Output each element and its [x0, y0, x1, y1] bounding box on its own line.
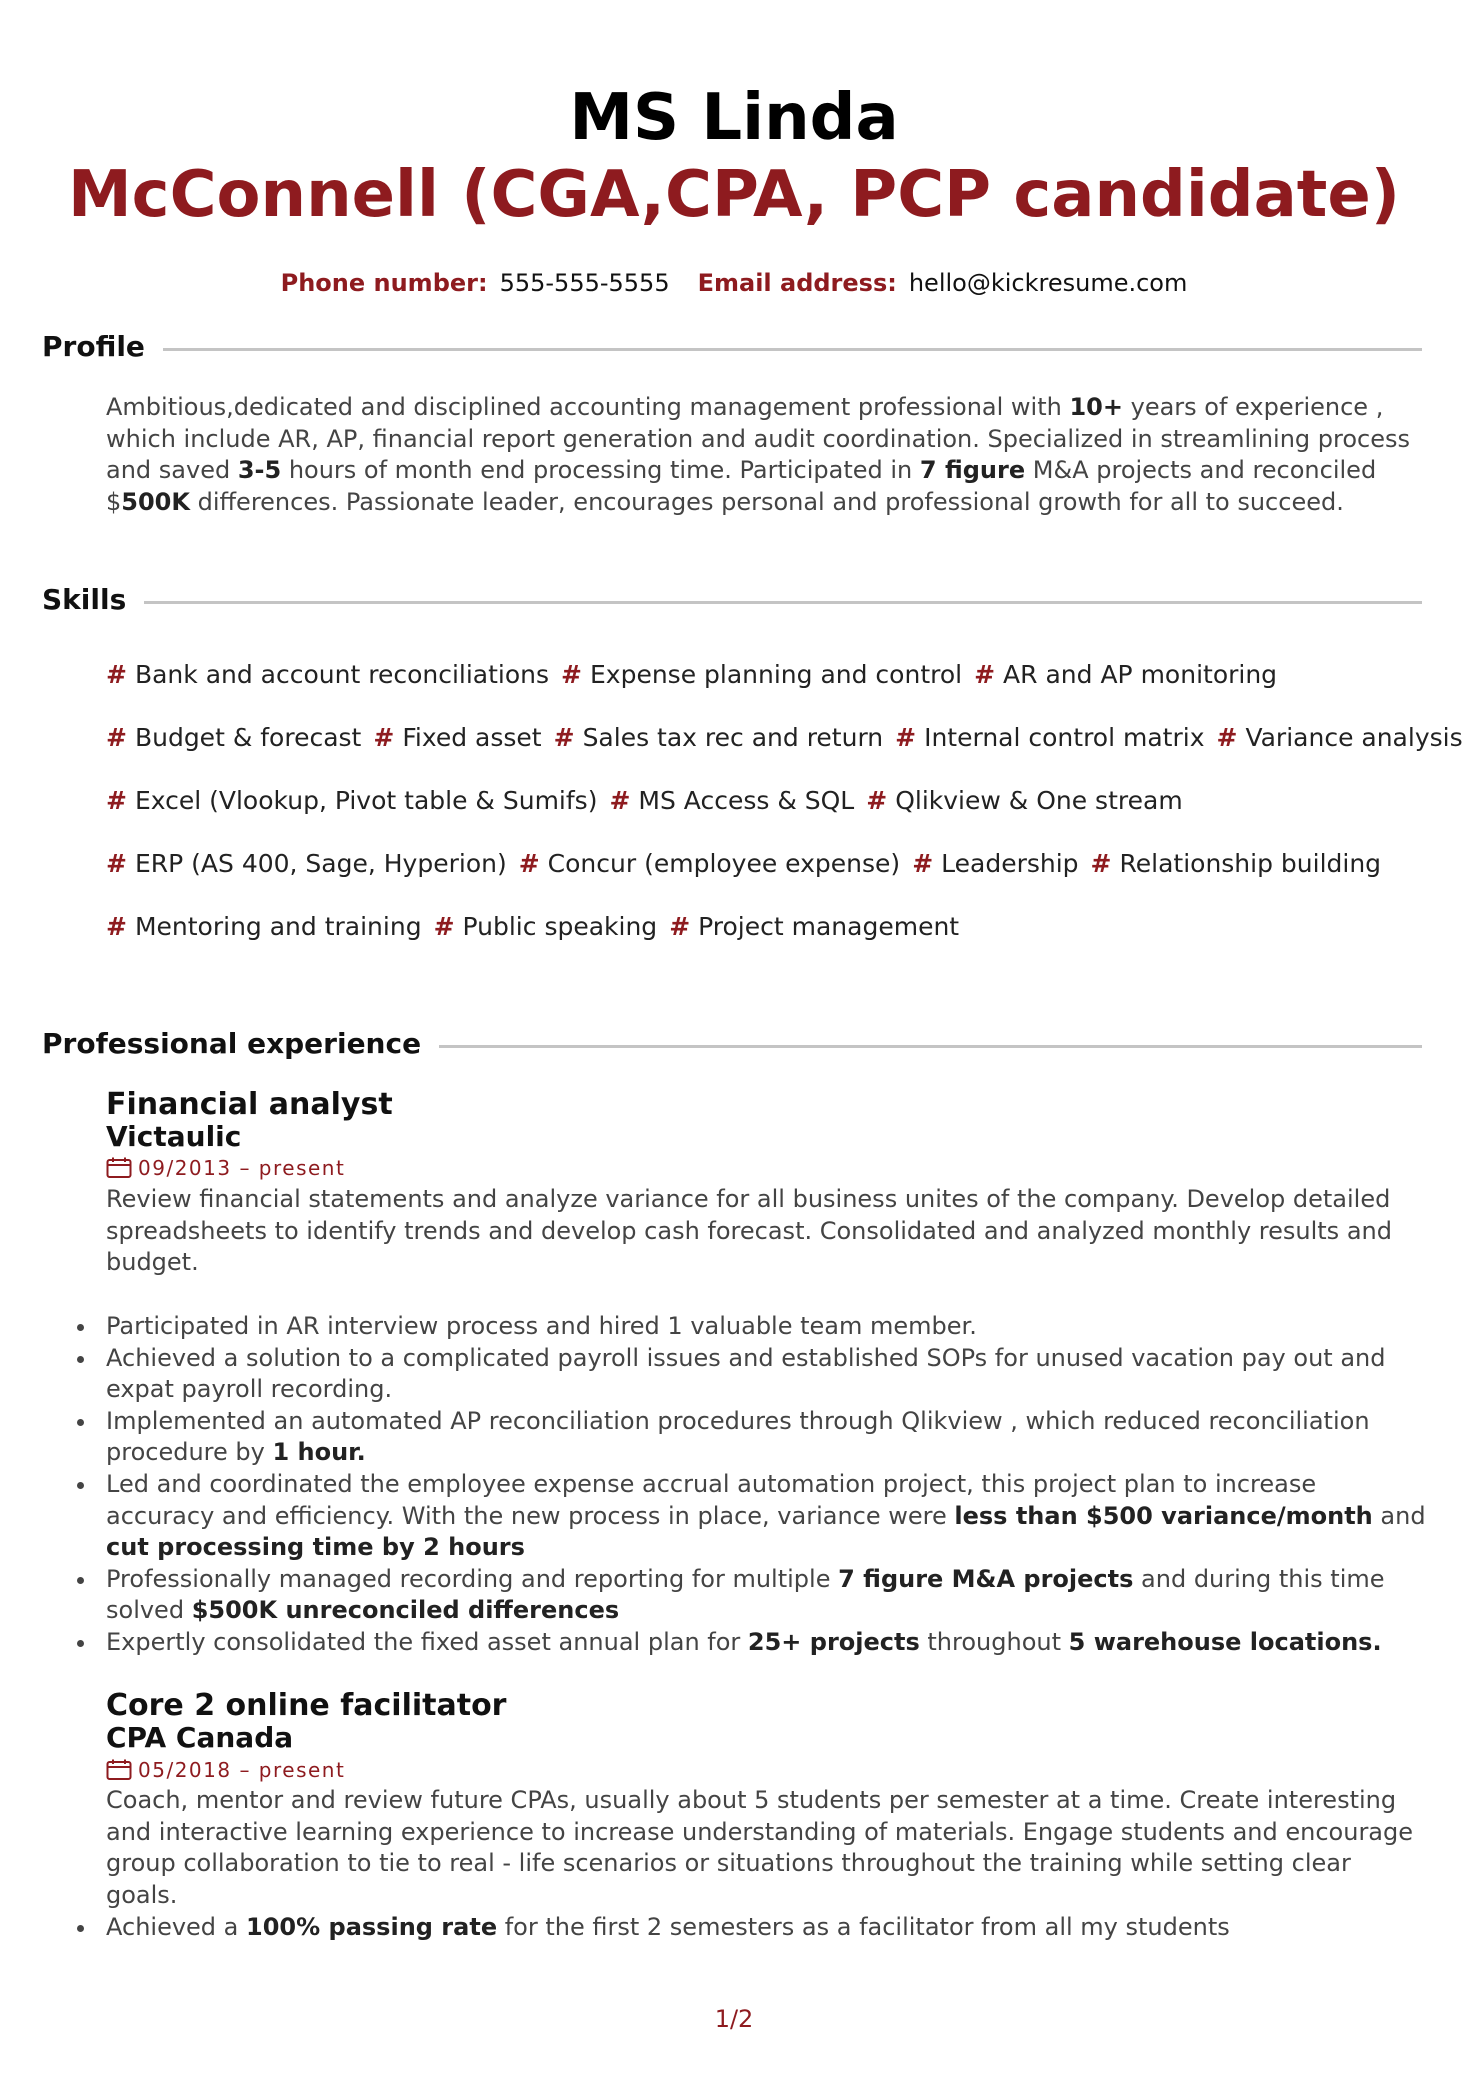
- skill-tag: [106, 910, 422, 944]
- email-value[interactable]: hello@kickresume.com: [908, 269, 1188, 297]
- job-description: Review financial statements and analyze variance for all business unites of the company. Develop detailed spreadsheets to identify trends and develop cash forecast. Consolidated and analyzed monthly results and budget.: [106, 1185, 1392, 1277]
- skills-row: [106, 721, 1468, 755]
- skill-tag: [561, 658, 962, 692]
- skill-tag: [974, 658, 1277, 692]
- hash-icon: #: [1090, 849, 1112, 878]
- hash-icon: #: [895, 723, 917, 752]
- skill-label: Mentoring and training: [134, 912, 422, 941]
- job-title: Financial analyst: [106, 1087, 393, 1122]
- skill-tag: [519, 847, 900, 881]
- job-title: Core 2 online facilitator: [106, 1688, 507, 1723]
- hash-icon: #: [669, 912, 691, 941]
- skill-label: MS Access & SQL: [638, 786, 855, 815]
- text-run: and: [1372, 1501, 1426, 1530]
- skill-label: Project management: [698, 912, 960, 941]
- achievement-item: [106, 1564, 1426, 1627]
- skill-tag: [1091, 847, 1382, 881]
- hash-icon: #: [106, 912, 127, 941]
- skill-tag: [373, 721, 541, 755]
- highlight-text: 25+ projects: [747, 1627, 920, 1656]
- skill-label: Bank and account reconciliations: [134, 660, 550, 689]
- hash-icon: #: [433, 912, 455, 941]
- text-run: Led and coordinated the employee expense accrual automation project, this project plan to increase accuracy and efficiency. With the new process in place, variance were: [106, 1469, 1317, 1530]
- skill-label: Concur (employee expense): [547, 849, 901, 878]
- skill-label: AR and AP monitoring: [1003, 660, 1278, 689]
- section-title-profile: Profile: [42, 327, 163, 367]
- text-run: differences. Passionate leader, encourages personal and professional growth for all to succeed.: [189, 487, 1344, 516]
- skills-row: [106, 784, 1195, 818]
- skill-label: Relationship building: [1119, 849, 1382, 878]
- hash-icon: #: [1216, 723, 1238, 752]
- skill-label: Leadership: [941, 849, 1079, 878]
- text-run: and during this time solved: [106, 1564, 1385, 1625]
- text-run: Achieved a: [106, 1913, 247, 1941]
- achievement-item: [106, 1627, 1426, 1659]
- contact-line: [0, 266, 1468, 300]
- text-run: Implemented an automated AP reconciliation procedures through Qlikview , which reduced reconciliation procedure by: [106, 1406, 1370, 1467]
- highlight-text: 1 hour.: [272, 1438, 366, 1467]
- section-title-experience: Professional experience: [42, 1024, 439, 1064]
- skill-tag: [106, 784, 597, 818]
- highlight-text: 3-5: [237, 456, 282, 485]
- text-run: Expertly consolidated the fixed asset annual plan for: [106, 1627, 748, 1656]
- job-company: CPA Canada: [106, 1721, 294, 1754]
- skill-label: ERP (AS 400, Sage, Hyperion): [134, 849, 507, 878]
- job-description: Coach, mentor and review future CPAs, usually about 5 students per semester at a time. Create interesting and interactive learning experience to increase understanding of materials. Engage students and encourage group collaboration to tie to real - life scenarios or situations throughout the training while setting clear goals.: [106, 1786, 1414, 1909]
- skill-tag: [895, 721, 1204, 755]
- hash-icon: #: [866, 786, 888, 815]
- skill-label: Public speaking: [462, 912, 658, 941]
- highlight-text: 100% passing rate: [246, 1913, 498, 1941]
- job-date-text: 05/2018 – present: [138, 1758, 346, 1782]
- hash-icon: #: [106, 849, 127, 878]
- section-header-experience: [42, 1024, 1422, 1064]
- highlight-text: $500K unreconciled differences: [191, 1596, 620, 1625]
- highlight-text: 10+: [1069, 393, 1123, 421]
- section-header-skills: [42, 580, 1422, 620]
- name-line-1: MS Linda: [569, 81, 899, 155]
- hash-icon: #: [553, 723, 575, 752]
- skill-label: Excel (Vlookup, Pivot table & Sumifs): [134, 786, 598, 815]
- skills-row: [106, 658, 1289, 692]
- skill-label: Variance analysis: [1245, 723, 1463, 752]
- skill-label: Qlikview & One stream: [895, 786, 1183, 815]
- hash-icon: #: [518, 849, 540, 878]
- skills-row: [106, 910, 971, 944]
- skill-label: Budget & forecast: [134, 723, 362, 752]
- achievement-item: [106, 1912, 1426, 1944]
- section-divider: [42, 348, 1422, 351]
- skill-tag: [554, 721, 884, 755]
- hash-icon: #: [609, 786, 631, 815]
- hash-icon: #: [373, 723, 395, 752]
- skill-tag: [106, 847, 507, 881]
- text-run: throughout: [919, 1627, 1069, 1656]
- hash-icon: #: [912, 849, 934, 878]
- achievement-item: [106, 1311, 1426, 1343]
- skill-tag: [106, 721, 361, 755]
- section-header-profile: [42, 327, 1422, 367]
- section-title-skills: Skills: [42, 580, 144, 620]
- skill-tag: [1217, 721, 1463, 755]
- achievement-item: [106, 1406, 1426, 1469]
- email-label: Email address:: [697, 269, 897, 297]
- skill-tag: [866, 784, 1182, 818]
- profile-summary: [106, 392, 1426, 518]
- highlight-text: less than $500 variance/month: [954, 1501, 1373, 1530]
- skill-tag: [434, 910, 658, 944]
- hash-icon: #: [974, 660, 996, 689]
- text-run: Professionally managed recording and reporting for multiple: [106, 1564, 839, 1593]
- phone-value: 555-555-5555: [499, 269, 670, 297]
- hash-icon: #: [106, 786, 127, 815]
- skill-label: Expense planning and control: [589, 660, 963, 689]
- highlight-text: cut processing time by 2 hours: [106, 1533, 525, 1562]
- skill-label: Internal control matrix: [924, 723, 1205, 752]
- name-line-2: McConnell (CGA,CPA, PCP candidate): [67, 158, 1401, 232]
- section-divider: [42, 601, 1422, 604]
- phone-label: Phone number:: [280, 269, 488, 297]
- text-run: Achieved a solution to a complicated payroll issues and established SOPs for unused vacation pay out and expat payroll recording.: [106, 1343, 1386, 1404]
- skills-row: [106, 847, 1393, 881]
- text-run: M&A projects and reconciled $: [106, 456, 1377, 516]
- hash-icon: #: [106, 660, 127, 689]
- calendar-icon: [106, 1157, 132, 1179]
- skill-tag: [106, 658, 549, 692]
- skill-label: Fixed asset: [402, 723, 542, 752]
- text-run: years of experience , which include AR, AP, financial report generation and audit coordination. Specialized in streamlining process and saved: [106, 393, 1411, 485]
- job-date: [106, 1155, 345, 1181]
- skill-tag: [669, 910, 959, 944]
- highlight-text: 500K: [121, 487, 190, 516]
- job-company: Victaulic: [106, 1120, 242, 1153]
- text-run: Participated in AR interview process and hired 1 valuable team member.: [106, 1312, 977, 1340]
- skill-tag: [609, 784, 854, 818]
- highlight-text: 7 figure M&A projects: [838, 1564, 1134, 1593]
- text-run: for the first 2 semesters as a facilitator from all my students: [497, 1913, 1230, 1941]
- calendar-icon: [106, 1759, 132, 1781]
- hash-icon: #: [106, 723, 127, 752]
- hash-icon: #: [561, 660, 582, 689]
- job-date: [106, 1757, 345, 1783]
- text-run: hours of month end processing time. Participated in: [281, 456, 920, 485]
- skill-tag: [912, 847, 1078, 881]
- job-achievements: [106, 1311, 1426, 1659]
- achievement-item: [106, 1343, 1426, 1406]
- skill-label: Sales tax rec and return: [582, 723, 884, 752]
- achievement-item: [106, 1469, 1426, 1564]
- job-achievements: [106, 1912, 1426, 1944]
- highlight-text: 5 warehouse locations.: [1068, 1627, 1382, 1656]
- page-number: 1/2: [714, 2005, 754, 2033]
- job-date-text: 09/2013 – present: [138, 1156, 346, 1180]
- highlight-text: 7 figure: [919, 456, 1026, 485]
- text-run: Ambitious,dedicated and disciplined accounting management professional with: [106, 393, 1070, 421]
